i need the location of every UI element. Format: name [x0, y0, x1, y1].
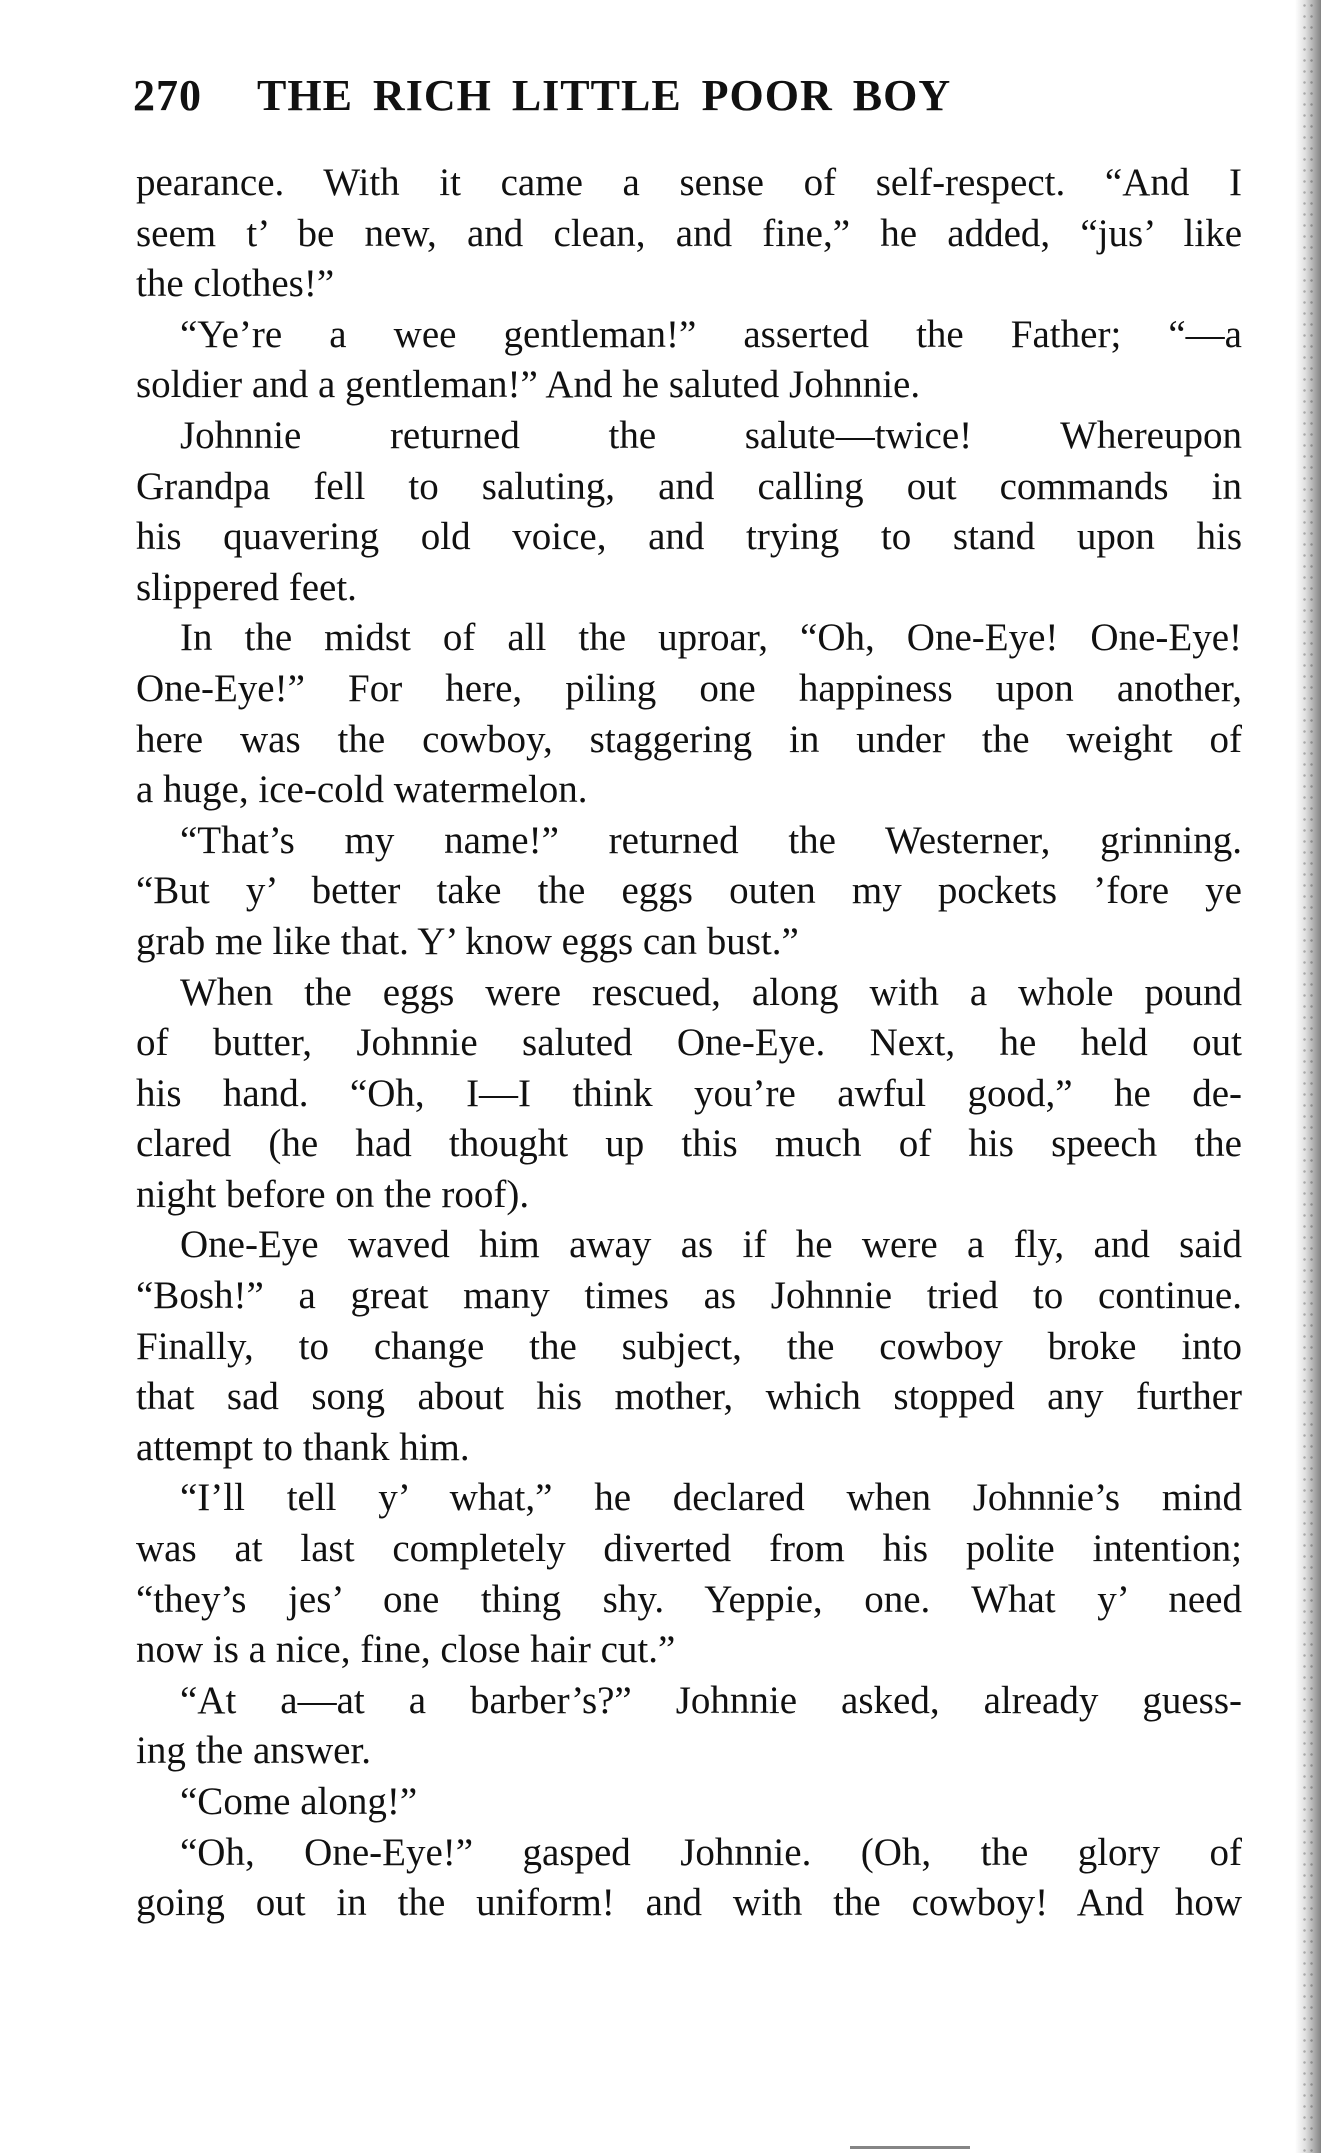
text-line: night before on the roof).	[136, 1172, 530, 1216]
text-line: that sad song about his mother, which stopped any further	[136, 1375, 1242, 1419]
text-line: grab me like that. Y’ know eggs can bust.”	[136, 919, 799, 963]
text-line: ing the answer.	[136, 1729, 372, 1773]
text-line: seem t’ be new, and clean, and fine,” he added, “jus’ like	[136, 211, 1242, 255]
text-line: “Ye’re a wee gentleman!” asserted the Father; “—a	[180, 312, 1242, 356]
text-line: “Bosh!” a great many times as Johnnie tried to continue.	[136, 1274, 1242, 1318]
text-line: now is a nice, fine, close hair cut.”	[136, 1628, 676, 1672]
text-line: One-Eye!” For here, piling one happiness upon another,	[136, 666, 1242, 710]
text-line: “they’s jes’ one thing shy. Yeppie, one. What y’ need	[136, 1577, 1242, 1621]
text-line: attempt to thank him.	[136, 1425, 470, 1469]
text-line: a huge, ice-cold watermelon.	[136, 768, 588, 812]
text-line: Finally, to change the subject, the cowboy broke into	[136, 1324, 1242, 1368]
text-line: One-Eye waved him away as if he were a fly, and said	[180, 1223, 1242, 1267]
text-line: clared (he had thought up this much of his speech the	[136, 1122, 1242, 1166]
text-line: “But y’ better take the eggs outen my pockets ’fore ye	[136, 869, 1242, 913]
text-line: his quavering old voice, and trying to stand upon his	[136, 515, 1242, 559]
body-text	[136, 158, 1242, 1958]
bottom-rule	[850, 2146, 970, 2149]
text-line: slippered feet.	[136, 565, 357, 609]
text-line: here was the cowboy, staggering in under the weight of	[136, 717, 1242, 761]
text-line: In the midst of all the uproar, “Oh, One-Eye! One-Eye!	[180, 616, 1242, 660]
text-line: “Come along!”	[180, 1780, 418, 1823]
text-line: going out in the uniform! and with the cowboy! And how	[136, 1881, 1242, 1925]
running-title: THE RICH LITTLE POOR BOY	[257, 71, 952, 120]
text-line: his hand. “Oh, I—I think you’re awful good,” he de-	[136, 1071, 1242, 1115]
text-line: soldier and a gentleman!” And he saluted Johnnie.	[136, 363, 921, 407]
running-head	[133, 70, 1243, 130]
text-line: “Oh, One-Eye!” gasped Johnnie. (Oh, the glory of	[180, 1830, 1242, 1874]
text-line: of butter, Johnnie saluted One-Eye. Next, he held out	[136, 1021, 1242, 1065]
text-line: “At a—at a barber’s?” Johnnie asked, already guess-	[180, 1678, 1242, 1722]
text-line: was at last completely diverted from his polite intention;	[136, 1527, 1242, 1571]
text-line: pearance. With it came a sense of self-respect. “And I	[136, 161, 1242, 204]
text-line: “I’ll tell y’ what,” he declared when Johnnie’s mind	[180, 1476, 1242, 1520]
page-edge-speckle	[1301, 0, 1315, 2153]
text-line: the clothes!”	[136, 262, 335, 306]
text-line: Grandpa fell to saluting, and calling out commands in	[136, 464, 1242, 508]
text-line: “That’s my name!” returned the Westerner, grinning.	[180, 818, 1242, 862]
page-number: 270	[133, 71, 202, 120]
text-line: When the eggs were rescued, along with a whole pound	[180, 970, 1242, 1014]
text-line: Johnnie returned the salute—twice! Whereupon	[180, 413, 1242, 457]
